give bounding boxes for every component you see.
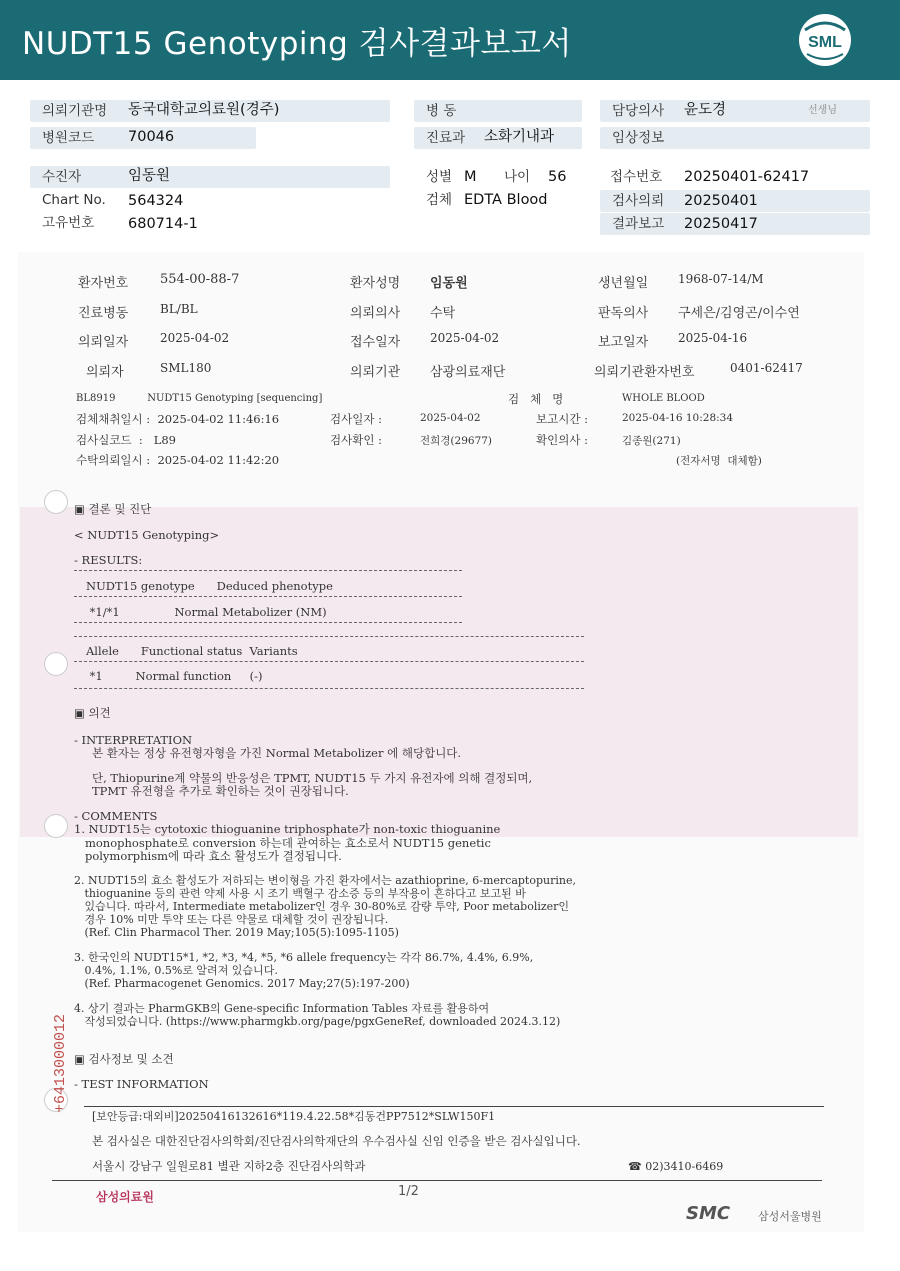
dept-label-bar: 진료과 (414, 127, 582, 149)
genotype-table-row: *1/*1 Normal Metabolizer (NM) (86, 605, 327, 619)
report-time-value: 2025-04-16 10:28:34 (622, 412, 734, 424)
ward-label-bar: 병 동 (414, 100, 582, 122)
scan-label: 환자번호 (78, 276, 129, 291)
divider (84, 1106, 824, 1107)
clinical-label-bar: 임상정보 (600, 127, 870, 149)
divider (74, 570, 462, 571)
scan-label: 접수일자 (350, 335, 401, 350)
footer-hospital-right: 삼성서울병원 (758, 1210, 822, 1223)
divider (74, 596, 462, 597)
scan-value: 0401-62417 (730, 361, 803, 375)
svg-text:+6413000012: +6413000012 (52, 1013, 69, 1113)
e-signature-note: (전자서명 대체함) (676, 455, 762, 467)
scan-label: 판독의사 (598, 306, 649, 321)
patient-label-bar: 수진자 (30, 166, 390, 188)
id-label: 고유번호 (42, 215, 95, 231)
test-code-line: BL8919 NUDT15 Genotyping [sequencing] (76, 393, 323, 404)
comment-line: 2. NUDT15의 효소 활성도가 저하되는 변이형을 가진 환자에서는 azathioprine, 6-mercaptopurine, (74, 874, 576, 887)
results-label: - RESULTS: (74, 553, 143, 567)
scan-value: 삼광의료재단 (430, 365, 506, 380)
smc-logo: SMC (686, 1203, 731, 1224)
comment-line: 1. NUDT15는 cytotoxic thioguanine triphosphate가 non-toxic thioguanine (74, 822, 501, 836)
footer-hospital-left: 삼성의료원 (96, 1190, 154, 1204)
specimen-label: 검체 (426, 192, 453, 208)
chart-value: 564324 (128, 193, 184, 209)
scan-value: 구세은/김영곤/이수연 (678, 306, 800, 321)
comment-line: thioguanine 등의 관련 약제 사용 시 조기 백혈구 감소증 등의 부작용이 흔하다고 보고된 바 (74, 887, 526, 900)
verify-label: 검사확인 : (330, 433, 382, 447)
vertical-stamp-number (18, 985, 78, 1115)
comment-line: 3. 한국인의 NUDT15*1, *2, *3, *4, *5, *6 allele frequency는 각각 86.7%, 4.4%, 6.9%, (74, 951, 534, 964)
doctor-label-bar: 담당의사 (600, 100, 870, 122)
scan-value: 554-00-88-7 (160, 272, 240, 287)
phone-text: ☎ 02)3410-6469 (628, 1160, 724, 1173)
confirm-doctor-value: 김종원(271) (622, 435, 681, 447)
lab-code: 검사실코드 : L89 (76, 433, 176, 447)
interpretation-text: 단, Thiopurine계 약물의 반응성은 TPMT, NUDT15 두 가지 유전자에 의해 결정되며, (92, 771, 533, 785)
report-value: 20250417 (684, 216, 758, 232)
section-conclusion: ▣ 결론 및 진단 (74, 502, 152, 516)
report-title: NUDT15 Genotyping 검사결과보고서 (22, 26, 572, 62)
scan-value: 수탁 (430, 306, 456, 321)
binder-hole (44, 490, 68, 514)
comment-line: 4. 상기 결과는 PharmGKB의 Gene-specific Information Tables 자료를 활용하여 (74, 1002, 490, 1015)
comment-line: (Ref. Clin Pharmacol Ther. 2019 May;105(5):1095-1105) (74, 926, 399, 939)
scan-value: 2025-04-02 (160, 331, 230, 345)
svg-text:SML: SML (808, 34, 842, 51)
divider (74, 661, 584, 662)
scan-label: 의뢰일자 (78, 335, 129, 350)
sub-title: < NUDT15 Genotyping> (74, 528, 220, 542)
section-opinion: ▣ 의견 (74, 706, 111, 720)
receipt-value: 20250401-62417 (684, 169, 810, 185)
comments-label: - COMMENTS (74, 809, 158, 823)
patient-value: 임동원 (128, 168, 171, 184)
comment-line: 0.4%, 1.1%, 0.5%로 알려져 있습니다. (74, 964, 278, 977)
scan-label: 의뢰기관환자번호 (594, 365, 695, 380)
binder-hole (44, 814, 68, 838)
comment-line: 작성되었습니다. (https://www.pharmgkb.org/page/pgxGeneRef, downloaded 2024.3.12) (74, 1015, 561, 1028)
doctor-suffix: 선생님 (808, 105, 837, 116)
comment-line: 있습니다. 따라서, Intermediate metabolizer인 경우 30-80%로 감량 투약, Poor metabolizer인 (74, 900, 570, 913)
age-value: 56 (548, 169, 567, 185)
divider (74, 622, 462, 623)
scan-label: 보고일자 (598, 335, 649, 350)
test-date-label: 검사일자 : (330, 412, 382, 426)
report-time-label: 보고시간 : (536, 412, 588, 426)
genotype-table-header: NUDT15 genotype Deduced phenotype (86, 579, 333, 593)
scan-label: 생년월일 (598, 276, 649, 291)
report-label-bar: 결과보고 (600, 213, 870, 235)
comment-line: (Ref. Pharmacogenet Genomics. 2017 May;27(5):197-200) (74, 977, 410, 990)
hospital-value: 동국대학교의료원(경주) (128, 102, 280, 118)
verify-value: 전희경(29677) (420, 435, 493, 447)
collect-time: 검체채취일시 : 2025-04-02 11:46:16 (76, 412, 280, 426)
request-value: 20250401 (684, 193, 758, 209)
dept-value: 소화기내과 (484, 129, 555, 145)
specimen-name-label: 검 체 명 (508, 392, 564, 406)
code-label-bar: 병원코드 (30, 127, 256, 149)
id-value: 680714-1 (128, 216, 198, 232)
page-number: 1/2 (398, 1184, 419, 1199)
certification-text: 본 검사실은 대한진단검사의학회/진단검사의학재단의 우수검사실 신임 인증을 받은 검사실입니다. (92, 1134, 581, 1148)
address-text: 서울시 강남구 일원로81 별관 지하2층 진단검사의학과 (92, 1159, 366, 1173)
divider (74, 688, 584, 689)
test-date-value: 2025-04-02 (420, 412, 481, 424)
scan-value: 2025-04-16 (678, 331, 748, 345)
confirm-doctor-label: 확인의사 : (536, 433, 588, 447)
sex-label: 성별 (426, 169, 453, 185)
divider (74, 636, 584, 637)
scan-value: 1968-07-14/M (678, 272, 764, 286)
comment-line: 경우 10% 미만 투약 또는 다른 약물로 대체할 것이 권장됩니다. (74, 913, 389, 926)
specimen-value: EDTA Blood (464, 192, 548, 208)
scan-value: BL/BL (160, 302, 198, 316)
sml-logo (797, 12, 853, 68)
receipt-label: 접수번호 (610, 169, 663, 185)
allele-table-header: Allele Functional status Variants (86, 644, 298, 658)
comment-line: polymorphism에 따라 효소 활성도가 결정됩니다. (74, 849, 342, 863)
scan-label: 진료병동 (78, 306, 129, 321)
hospital-label-bar: 의뢰기관명 (30, 100, 390, 122)
specimen-name-value: WHOLE BLOOD (622, 393, 705, 404)
security-line: [보안등급:대외비]20250416132616*119.4.22.58*김동건PP7512*SLW150F1 (92, 1110, 496, 1123)
interpretation-text: 본 환자는 정상 유전형자형을 가진 Normal Metabolizer 에 해당합니다. (92, 746, 462, 760)
comment-line: monophosphate로 conversion 하는데 관여하는 효소로서 NUDT15 genetic (74, 836, 491, 850)
test-info-label: - TEST INFORMATION (74, 1077, 209, 1091)
scan-label: 환자성명 (350, 276, 401, 291)
report-header (0, 0, 900, 80)
interpretation-text: TPMT 유전형을 추가로 확인하는 것이 권장됩니다. (92, 784, 349, 798)
scan-value: 2025-04-02 (430, 331, 500, 345)
allele-table-row: *1 Normal function (-) (86, 669, 263, 683)
chart-label: Chart No. (42, 192, 106, 208)
interpretation-label: - INTERPRETATION (74, 733, 193, 747)
scan-label: 의뢰자 (86, 365, 124, 380)
request-label-bar: 검사의뢰 (600, 190, 870, 212)
scan-value: SML180 (160, 361, 212, 375)
divider (52, 1180, 822, 1181)
scan-label: 의뢰기관 (350, 365, 401, 380)
scan-label: 의뢰의사 (350, 306, 401, 321)
scan-value: 임동원 (430, 276, 468, 291)
code-value: 70046 (128, 129, 175, 145)
request-time: 수탁의뢰일시 : 2025-04-02 11:42:20 (76, 453, 280, 467)
sex-value: M (464, 169, 477, 185)
doctor-value: 윤도경 (684, 102, 727, 118)
section-test-info: ▣ 검사정보 및 소견 (74, 1052, 174, 1066)
binder-hole (44, 652, 68, 676)
age-label: 나이 (504, 169, 531, 185)
